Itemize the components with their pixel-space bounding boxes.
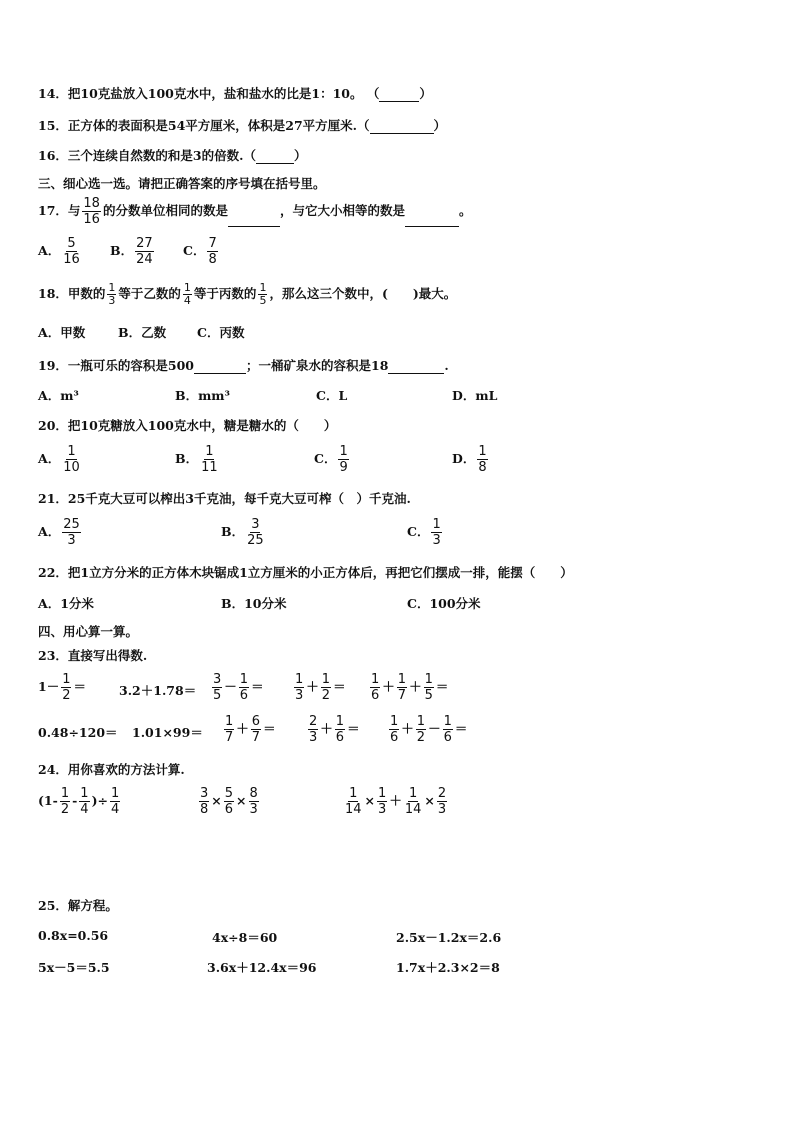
expression: $\frac{2}{3}$ ＋ $\frac{1}{6}$ ＝ [309, 714, 360, 745]
option-a[interactable]: A． $\frac{1}{10}$ [38, 444, 80, 475]
expression: 1.01×99＝ [132, 725, 203, 740]
answer-blank[interactable] [379, 89, 419, 102]
question-20: 20．把10克糖放入100克水中，糖是糖水的（ ） [38, 418, 337, 433]
question-16: 16．三个连续自然数的和是3的倍数.（ ） [38, 148, 307, 163]
option-c[interactable]: C．丙数 [197, 325, 245, 340]
equation: 5x－5＝5.5 [38, 960, 110, 975]
option-c[interactable]: C． $\frac{7}{8}$ [183, 236, 217, 267]
answer-blank[interactable] [194, 361, 246, 374]
question-23-title: 23．直接写出得数. [38, 648, 148, 663]
expression: $\frac{3}{8}$ × $\frac{5}{6}$ × $\frac{8}{3}$ [200, 786, 258, 817]
question-14: 14．把10克盐放入100克水中，盐和盐水的比是1：10。 （ ） [38, 86, 432, 101]
option-a[interactable]: A． $\frac{25}{3}$ [38, 517, 80, 548]
option-c[interactable]: C． $\frac{1}{3}$ [407, 517, 441, 548]
equation: 4x÷8＝60 [212, 930, 278, 945]
question-24-title: 24．用你喜欢的方法计算. [38, 762, 185, 777]
option-a[interactable]: A．甲数 [38, 325, 86, 340]
option-b[interactable]: B．乙数 [118, 325, 167, 340]
option-a[interactable]: A．1分米 [38, 596, 94, 611]
option-c[interactable]: C．L [316, 388, 348, 403]
option-b[interactable]: B． $\frac{3}{25}$ [221, 517, 264, 548]
equation: 2.5x－1.2x＝2.6 [396, 930, 502, 945]
expression: $\frac{1}{14}$ × $\frac{1}{3}$ ＋ $\frac{1}{14}$ × $\frac{2}{3}$ [345, 786, 447, 817]
question-text: 14．把10克盐放入100克水中，盐和盐水的比是1：10。 （ [38, 86, 380, 101]
option-d[interactable]: D． $\frac{1}{8}$ [452, 444, 487, 475]
answer-blank[interactable] [228, 214, 280, 227]
expression: $\frac{3}{5}$ － $\frac{1}{6}$ ＝ [213, 672, 264, 703]
question-15: 15．正方体的表面积是54平方厘米，体积是27平方厘米.（ ） [38, 118, 447, 133]
expression: $\frac{1}{3}$ ＋ $\frac{1}{2}$ ＝ [295, 672, 346, 703]
expression: 3.2＋1.78＝ [119, 683, 197, 698]
answer-blank[interactable] [370, 121, 434, 134]
question-25-title: 25．解方程。 [38, 898, 118, 913]
option-c[interactable]: C． $\frac{1}{9}$ [314, 444, 348, 475]
expression: $\frac{1}{6}$ ＋ $\frac{1}{2}$ － $\frac{1}{6}$ ＝ [390, 714, 468, 745]
answer-blank[interactable] [388, 361, 444, 374]
section-heading-4: 四、用心算一算。 [38, 624, 139, 639]
question-22: 22．把1立方分米的正方体木块锯成1立方厘米的小正方体后，再把它们摆成一排，能摆（ ） [38, 565, 573, 580]
expression: (1- $\frac{1}{2}$ - $\frac{1}{4}$ )÷ $\frac{1}{4}$ [38, 786, 120, 817]
equation: 1.7x＋2.3×2＝8 [396, 960, 500, 975]
option-b[interactable]: B．mm³ [175, 388, 230, 403]
question-19: 19．一瓶可乐的容积是500 ；一桶矿泉水的容积是18 . [38, 358, 449, 373]
question-18: 18．甲数的 $\frac{1}{3}$ 等于乙数的 $\frac{1}{4}$ 等于丙数的 $\frac{1}{5}$ ，那么这三个数中，( )最大。 [38, 281, 457, 307]
option-b[interactable]: B．10分米 [221, 596, 287, 611]
question-text: 16．三个连续自然数的和是3的倍数.（ [38, 148, 256, 163]
expression: 1－ $\frac{1}{2}$ ＝ [38, 672, 86, 703]
expression: $\frac{1}{7}$ ＋ $\frac{6}{7}$ ＝ [225, 714, 276, 745]
question-17: 17．与 $\frac{18}{16}$ 的分数单位相同的数是 ，与它大小相等的数是 。 [38, 196, 472, 227]
expression: 0.48÷120＝ [38, 725, 118, 740]
option-b[interactable]: B． $\frac{1}{11}$ [175, 444, 218, 475]
option-d[interactable]: D．mL [452, 388, 498, 403]
option-a[interactable]: A． $\frac{5}{16}$ [38, 236, 80, 267]
option-a[interactable]: A．m³ [38, 388, 79, 403]
equation: 3.6x＋12.4x＝96 [207, 960, 317, 975]
question-text: 15．正方体的表面积是54平方厘米，体积是27平方厘米.（ [38, 118, 370, 133]
section-heading-3: 三、细心选一选。请把正确答案的序号填在括号里。 [38, 176, 326, 191]
answer-blank[interactable] [405, 214, 459, 227]
fraction: $\frac{18}{16}$ [83, 196, 100, 227]
option-b[interactable]: B． $\frac{27}{24}$ [110, 236, 153, 267]
equation: 0.8x=0.56 [38, 928, 109, 943]
option-c[interactable]: C．100分米 [407, 596, 481, 611]
expression: $\frac{1}{6}$ ＋ $\frac{1}{7}$ ＋ $\frac{1}{5}$ ＝ [371, 672, 449, 703]
question-21: 21．25千克大豆可以榨出3千克油，每千克大豆可榨（ ）千克油. [38, 491, 411, 506]
answer-blank[interactable] [256, 151, 294, 164]
